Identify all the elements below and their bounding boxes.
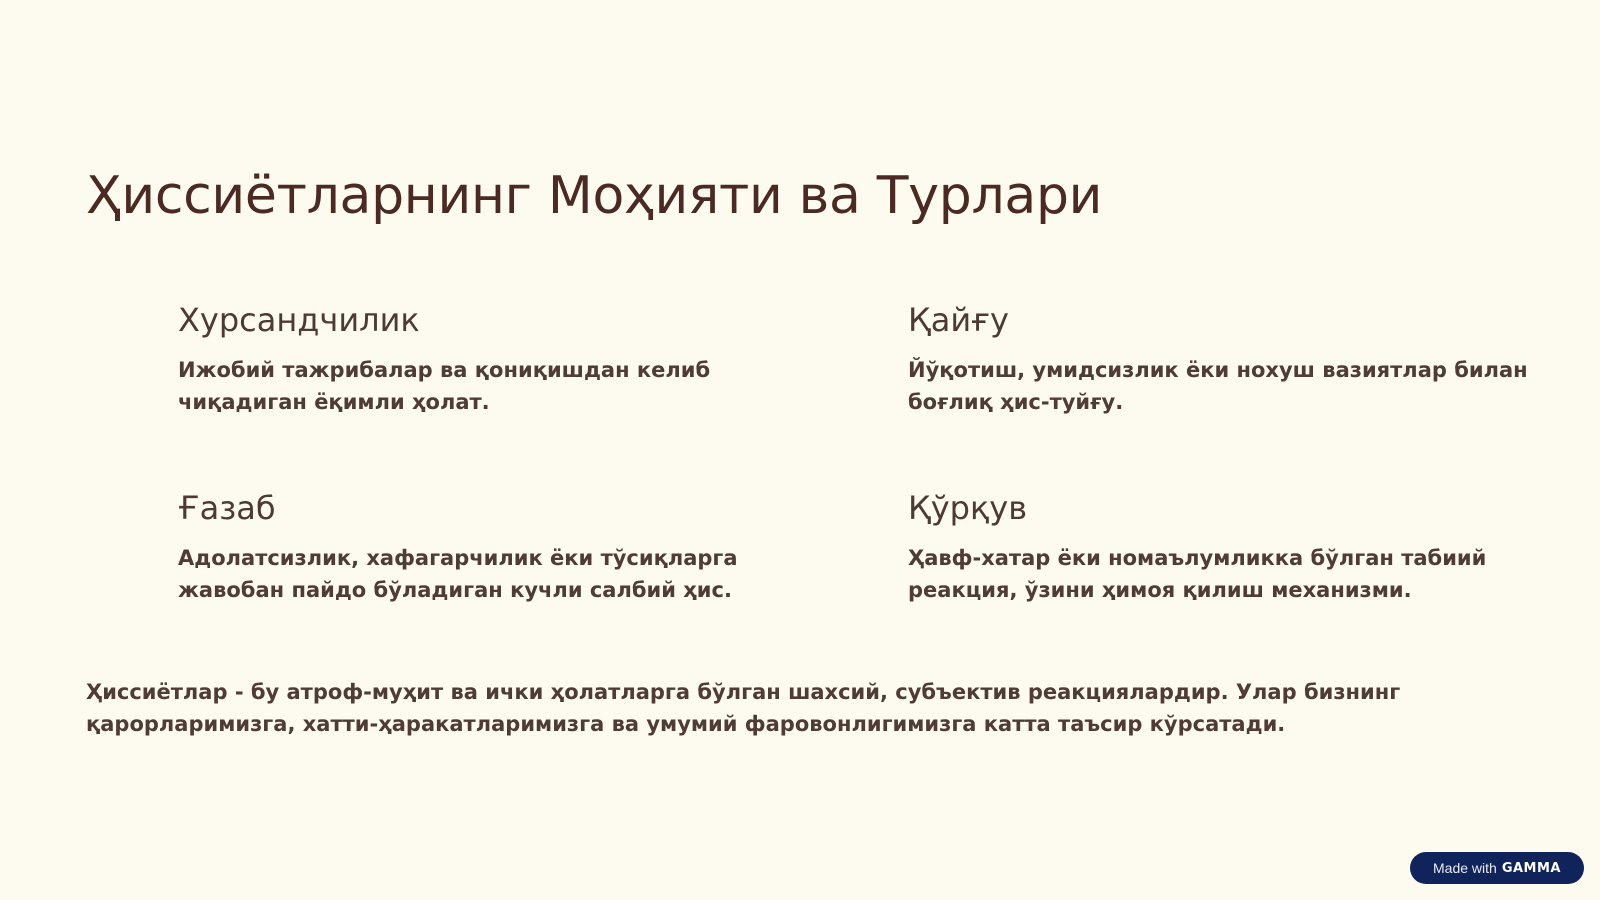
card-heading: Қайғу xyxy=(908,301,1009,339)
emotion-card-fear xyxy=(908,488,1528,606)
emotion-card-happiness xyxy=(178,300,798,418)
emotion-card-anger xyxy=(178,488,798,606)
summary-text: Ҳиссиётлар - бу атроф-муҳит ва ички ҳолатларга бўлган шахсий, субъектив реакциялардир. Улар бизнинг қарорларимизга, хатти-ҳаракатларимизга ва умумий фаровонлигимизга катта таъсир кўрсатади. xyxy=(86,680,1401,736)
card-text: Ҳавф-хатар ёки номаълумликка бўлган табиий реакция, ўзини ҳимоя қилиш механизми. xyxy=(908,546,1487,602)
card-heading: Хурсандчилик xyxy=(178,301,420,339)
card-heading: Ғазаб xyxy=(178,489,276,527)
card-text: Адолатсизлик, хафагарчилик ёки тўсиқларга жавобан пайдо бўладиган кучли салбий ҳис. xyxy=(178,546,738,602)
card-heading: Қўрқув xyxy=(908,489,1028,527)
slide-title: Ҳиссиётларнинг Моҳияти ва Турлари xyxy=(86,166,1103,226)
card-text: Ижобий тажрибалар ва қониқишдан келиб чиқадиган ёқимли ҳолат. xyxy=(178,358,711,414)
made-with-gamma-badge[interactable] xyxy=(1410,852,1584,884)
gamma-logo: GAMMA xyxy=(1501,860,1561,876)
badge-prefix: Made with xyxy=(1433,860,1497,876)
emotion-card-sadness xyxy=(908,300,1528,418)
card-text: Йўқотиш, умидсизлик ёки нохуш вазиятлар билан боғлиқ ҳис-туйғу. xyxy=(908,358,1528,414)
